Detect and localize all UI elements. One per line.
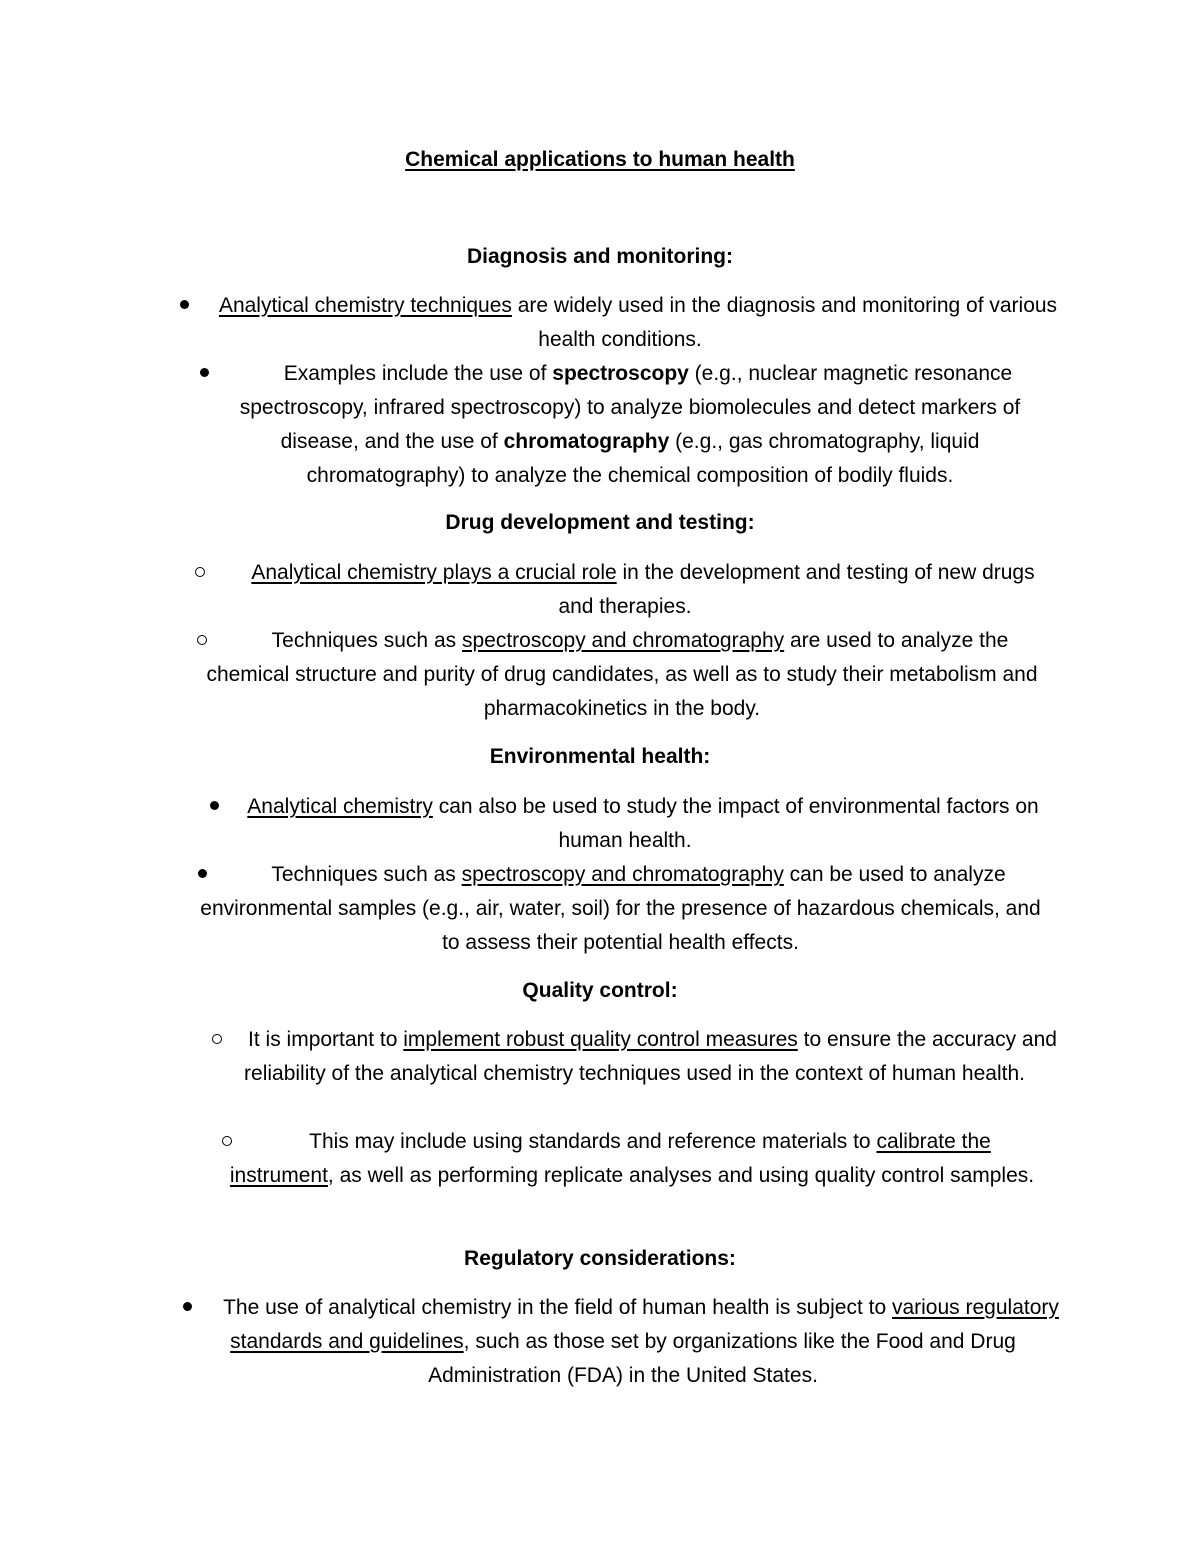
- text-run: , such as those set by organizations like the Food and Drug Administration (FDA) in the United States.: [428, 1330, 1016, 1387]
- text-run: It is important to: [248, 1028, 404, 1051]
- circle-bullet-icon: [212, 1023, 222, 1057]
- bold-term: spectroscopy: [552, 362, 689, 385]
- circle-bullet-icon: [195, 556, 205, 590]
- text-run: (e.g., nuclear magnetic resonance spectroscopy, infrared spectroscopy) to analyze biomolecules and detect markers of disease, and the use of: [239, 362, 1021, 453]
- underlined-phrase: calibrate the instrument: [229, 1130, 991, 1187]
- text-run: The use of analytical chemistry in the field of human health is subject to: [223, 1296, 892, 1319]
- circle-bullet-icon: [197, 624, 207, 658]
- underlined-phrase: Analytical chemistry: [247, 795, 433, 818]
- underlined-phrase: various regulatory standards and guidelines: [230, 1296, 1059, 1353]
- text-run: are used to analyze the chemical structure and purity of drug candidates, as well as to study their metabolism and pharmacokinetics in the body.: [206, 629, 1038, 720]
- list-item-quality-2: [222, 1125, 1042, 1193]
- circle-bullet-icon: [222, 1125, 232, 1159]
- bold-term: chromatography: [503, 430, 670, 453]
- text-run: in the development and testing of new drugs and therapies.: [558, 561, 1035, 618]
- bullet-icon: [198, 858, 207, 892]
- list-item-diagnosis-2: [200, 357, 1060, 493]
- underlined-phrase: spectroscopy and chromatography: [461, 863, 784, 886]
- list-item-drug-1: [195, 556, 1055, 624]
- list-item-environmental-1: [210, 790, 1040, 858]
- text-run: to ensure the accuracy and reliability of the analytical chemistry techniques used in the context of human health.: [244, 1028, 1057, 1085]
- section-heading-diagnosis: Diagnosis and monitoring:: [467, 245, 733, 268]
- bullet-icon: [180, 289, 189, 323]
- text-run: (e.g., gas chromatography, liquid chromatography) to analyze the chemical composition of bodily fluids.: [306, 430, 980, 487]
- text-run: Techniques such as: [271, 629, 462, 652]
- section-heading-drug-development: Drug development and testing:: [445, 511, 755, 534]
- underlined-phrase: implement robust quality control measures: [403, 1028, 798, 1051]
- underlined-phrase: Analytical chemistry techniques: [218, 294, 512, 317]
- text-run: , as well as performing replicate analyses and using quality control samples.: [327, 1164, 1035, 1187]
- list-item-diagnosis-1: [180, 289, 1060, 357]
- list-item-quality-1: [212, 1023, 1057, 1091]
- bullet-icon: [210, 790, 219, 824]
- text-run: are widely used in the diagnosis and monitoring of various health conditions.: [511, 294, 1058, 351]
- underlined-phrase: spectroscopy and chromatography: [461, 629, 785, 652]
- text-run: Examples include the use of: [283, 362, 553, 385]
- underlined-phrase: Analytical chemistry plays a crucial role: [251, 561, 617, 584]
- text-run: This may include using standards and reference materials to: [309, 1130, 877, 1153]
- document-title: Chemical applications to human health: [405, 148, 795, 171]
- text-run: Techniques such as: [271, 863, 462, 886]
- list-item-drug-2: [197, 624, 1047, 726]
- section-heading-regulatory: Regulatory considerations:: [464, 1247, 736, 1270]
- section-heading-environmental: Environmental health:: [489, 745, 711, 768]
- text-run: can be used to analyze environmental samples (e.g., air, water, soil) for the presence of hazardous chemicals, and to assess their potential health effects.: [200, 863, 1041, 954]
- section-heading-quality-control: Quality control:: [522, 979, 678, 1002]
- list-item-environmental-2: [198, 858, 1043, 960]
- bullet-icon: [183, 1291, 192, 1325]
- text-run: can also be used to study the impact of environmental factors on human health.: [432, 795, 1039, 852]
- bullet-icon: [200, 357, 209, 391]
- list-item-regulatory-1: [183, 1291, 1063, 1393]
